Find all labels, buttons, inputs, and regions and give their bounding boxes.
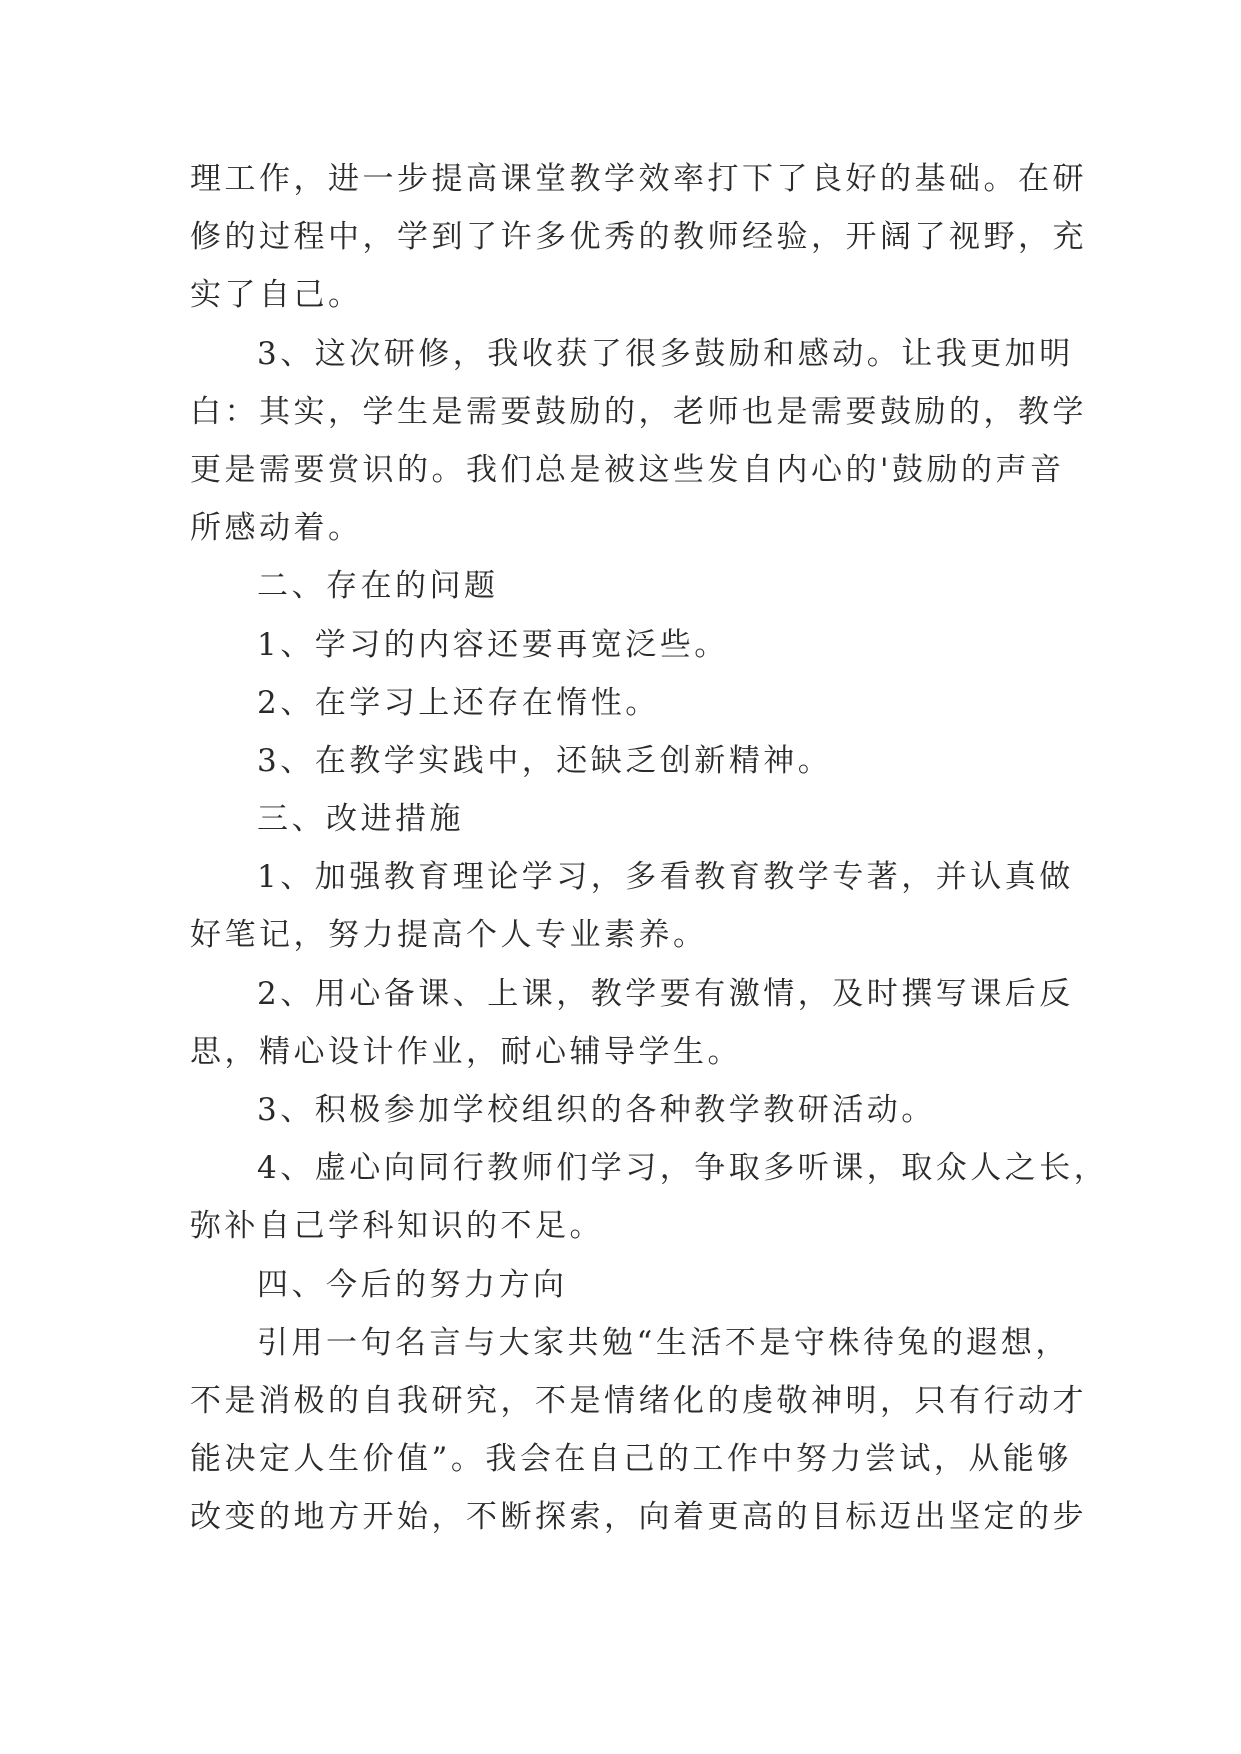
text-line: 2、在学习上还存在惰性。 <box>257 684 660 721</box>
paragraph <box>190 150 1087 325</box>
paragraph <box>190 1081 1070 1139</box>
document-body <box>190 150 1109 1547</box>
section-heading <box>190 1256 1070 1314</box>
text-line: 3、积极参加学校组织的各种教学教研活动。 <box>257 1092 936 1128</box>
text-line: 2、用心备课、上课，教学要有激情，及时撰写课后反 <box>257 975 1074 1012</box>
paragraph <box>190 325 1087 558</box>
paragraph <box>190 1139 1109 1255</box>
text-line: 三、改进措施 <box>257 801 464 838</box>
paragraph <box>190 1314 1087 1547</box>
text-line: 修的过程中，学到了许多优秀的教师经验，开阔了视野，充 <box>190 219 1087 256</box>
text-line: 改变的地方开始，不断探索，向着更高的目标迈出坚定的步 <box>190 1499 1087 1536</box>
text-line: 1、学习的内容还要再宽泛些。 <box>257 626 729 663</box>
text-line: 不是消极的自我研究，不是情绪化的虔敬神明，只有行动才 <box>190 1382 1087 1419</box>
text-line: 所感动着。 <box>190 510 363 547</box>
paragraph <box>190 616 1070 674</box>
text-line: 理工作，进一步提高课堂教学效率打下了良好的基础。在研 <box>190 161 1087 197</box>
paragraph <box>190 848 1074 964</box>
text-line: 3、这次研修，我收获了很多鼓励和感动。让我更加明 <box>257 335 1074 372</box>
text-line: 引用一句名言与大家共勉“生活不是守株待兔的遐想， <box>257 1324 1070 1361</box>
section-heading <box>190 790 1070 848</box>
paragraph <box>190 965 1074 1081</box>
text-line: 好笔记，努力提高个人专业素养。 <box>190 917 708 954</box>
text-line: 弥补自己学科知识的不足。 <box>190 1208 604 1245</box>
text-line: 四、今后的努力方向 <box>257 1266 568 1303</box>
section-heading <box>190 557 1070 615</box>
paragraph <box>190 732 1070 790</box>
text-line: 4、虚心向同行教师们学习，争取多听课，取众人之长， <box>257 1150 1109 1187</box>
text-line: 更是需要赏识的。我们总是被这些发自内心的'鼓励的声音 <box>190 451 1065 488</box>
text-line: 3、在教学实践中，还缺乏创新精神。 <box>257 742 833 779</box>
text-line: 白：其实，学生是需要鼓励的，老师也是需要鼓励的，教学 <box>190 393 1087 430</box>
paragraph <box>190 674 1070 732</box>
text-line: 二、存在的问题 <box>257 568 499 605</box>
text-line: 能决定人生价值”。我会在自己的工作中努力尝试，从能够 <box>190 1441 1072 1478</box>
text-line: 1、加强教育理论学习，多看教育教学专著，并认真做 <box>257 859 1074 896</box>
text-line: 实了自己。 <box>190 277 363 314</box>
text-line: 思，精心设计作业，耐心辅导学生。 <box>190 1033 742 1070</box>
